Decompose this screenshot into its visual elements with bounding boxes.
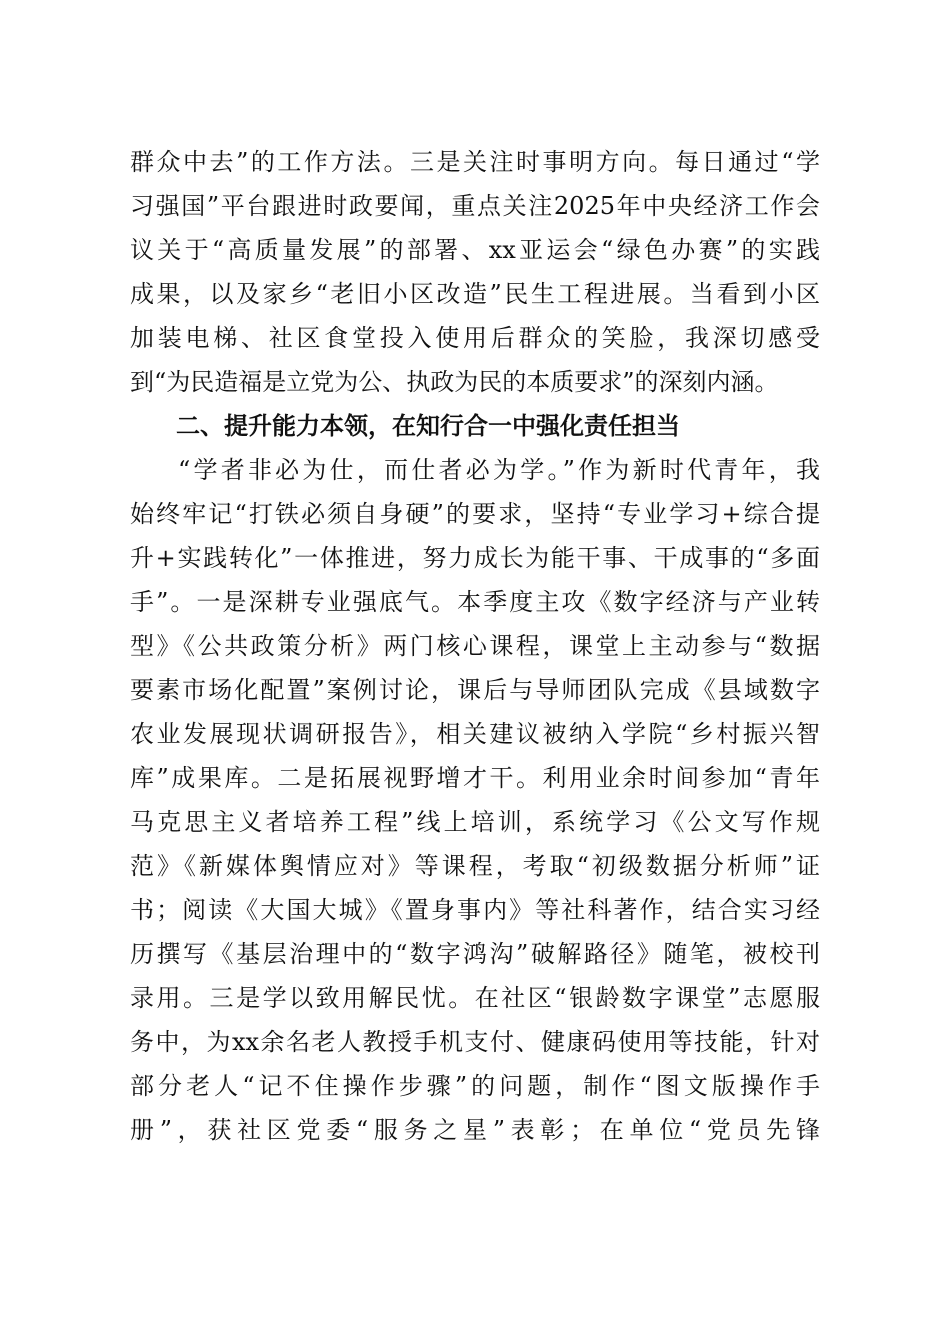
paragraph-1-line-3: 议关于“高质量发展”的部署、xx亚运会“绿色办赛”的实践	[130, 236, 820, 264]
paragraph-2-line-16: 册”，获社区党委“服务之星”表彰；在单位“党员先锋	[130, 1116, 820, 1144]
paragraph-2-line-14: 务中，为xx余名老人教授手机支付、健康码使用等技能，针对	[130, 1028, 820, 1056]
paragraph-2-line-13: 录用。三是学以致用解民忧。在社区“银龄数字课堂”志愿服	[130, 984, 820, 1012]
paragraph-1-line-6: 到“为民造福是立党为公、执政为民的本质要求”的深刻内涵。	[130, 368, 779, 396]
paragraph-2-line-4: 手”。一是深耕专业强底气。本季度主攻《数字经济与产业转	[130, 588, 820, 616]
paragraph-2-line-8: 库”成果库。二是拓展视野增才干。利用业余时间参加“青年	[130, 764, 820, 792]
section-heading: 二、提升能力本领，在知行合一中强化责任担当	[176, 412, 680, 440]
paragraph-1	[130, 140, 820, 404]
paragraph-1-line-1: 群众中去”的工作方法。三是关注时事明方向。每日通过“学	[130, 148, 820, 176]
paragraph-2-line-12: 历撰写《基层治理中的“数字鸿沟”破解路径》随笔，被校刊	[130, 940, 820, 968]
paragraph-2-line-3: 升+实践转化”一体推进，努力成长为能干事、干成事的“多面	[130, 544, 820, 572]
paragraph-2-line-9: 马克思主义者培养工程”线上培训，系统学习《公文写作规	[130, 808, 820, 836]
paragraph-2-line-5: 型》《公共政策分析》两门核心课程，课堂上主动参与“数据	[130, 632, 820, 660]
paragraph-2-line-11: 书；阅读《大国大城》《置身事内》等社科著作，结合实习经	[130, 896, 820, 924]
paragraph-2-line-2: 始终牢记“打铁必须自身硬”的要求，坚持“专业学习+综合提	[130, 500, 820, 528]
paragraph-2-line-1: “学者非必为仕，而仕者必为学。”作为新时代青年，我	[178, 456, 820, 484]
paragraph-1-line-4: 成果，以及家乡“老旧小区改造”民生工程进展。当看到小区	[130, 280, 820, 308]
paragraph-2-line-10: 范》《新媒体舆情应对》等课程，考取“初级数据分析师”证	[130, 852, 820, 880]
paragraph-1-line-2: 习强国”平台跟进时政要闻，重点关注2025年中央经济工作会	[130, 192, 820, 220]
paragraph-2-line-7: 农业发展现状调研报告》，相关建议被纳入学院“乡村振兴智	[130, 720, 820, 748]
paragraph-1-line-5: 加装电梯、社区食堂投入使用后群众的笑脸，我深切感受	[130, 324, 820, 352]
paragraph-2-line-15: 部分老人“记不住操作步骤”的问题，制作“图文版操作手	[130, 1072, 820, 1100]
paragraph-2	[130, 448, 820, 1152]
paragraph-2-line-6: 要素市场化配置”案例讨论，课后与导师团队完成《县域数字	[130, 676, 820, 704]
